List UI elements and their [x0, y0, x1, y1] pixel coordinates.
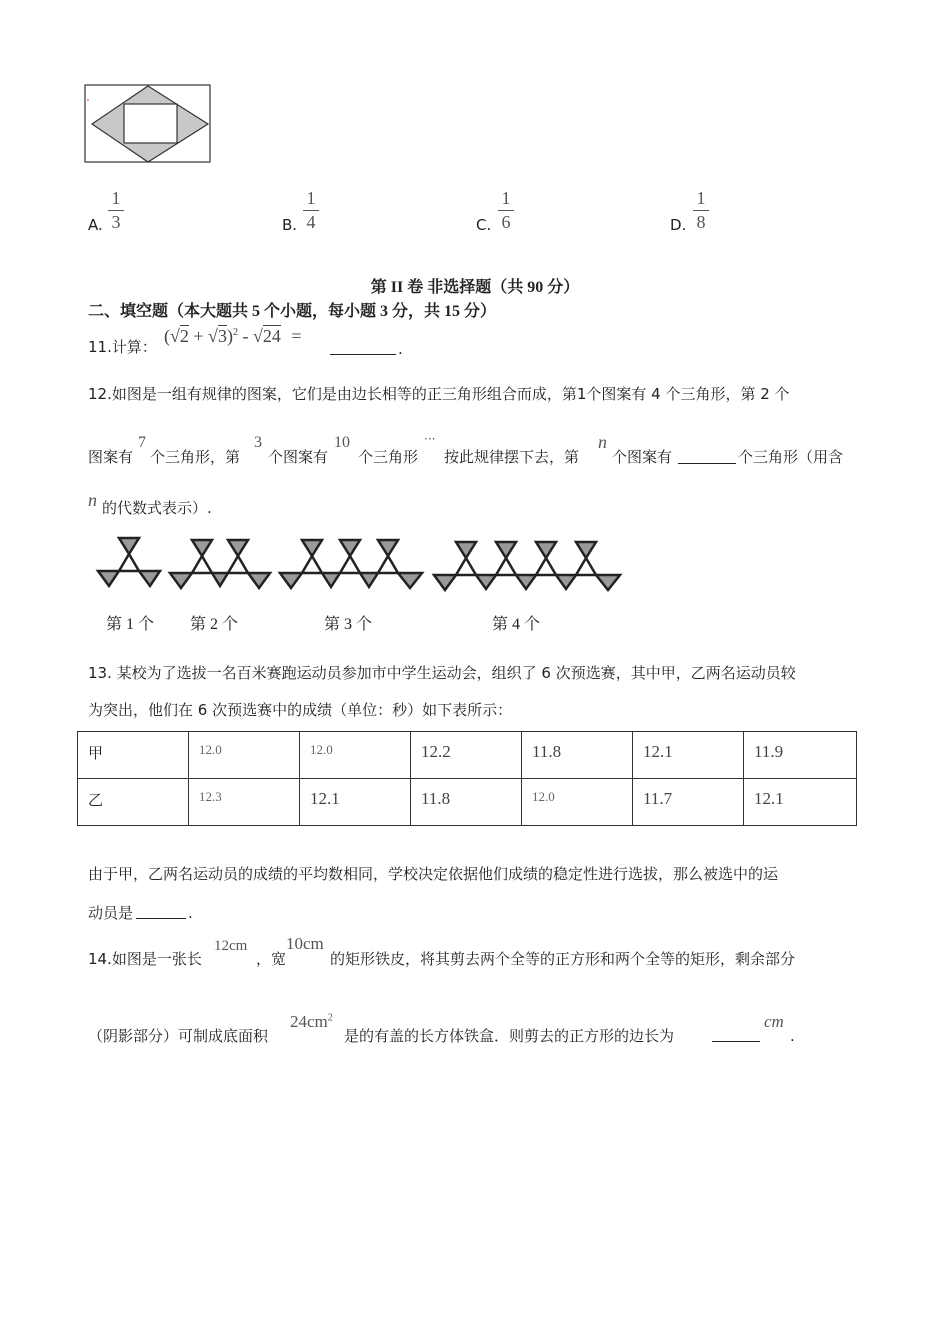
q12-line1: 12.如图是一组有规律的图案，它们是由边长相等的正三角形组合而成，第1个图案有 4 个三角形，第 2 个: [88, 385, 790, 403]
table-cell-name: 甲: [78, 732, 189, 779]
q12-dots: ···: [424, 432, 436, 446]
table-cell: 11.7: [633, 779, 744, 826]
pattern-caption-3: 第 3 个: [324, 616, 373, 633]
table-cell: 12.1: [633, 732, 744, 779]
q11-end: .: [398, 340, 403, 358]
q13-after1: 由于甲，乙两名运动员的成绩的平均数相同，学校决定依据他们成绩的稳定性进行选拔，那么被选中的运: [88, 865, 779, 883]
q13-line2: 为突出，他们在 6 次预选赛中的成绩（单位：秒）如下表所示：: [88, 701, 513, 719]
q14-line1-c: 的矩形铁皮，将其剪去两个全等的正方形和两个全等的矩形，剩余部分: [330, 950, 796, 968]
q14-unit: cm: [764, 1012, 784, 1031]
pattern-caption-2: 第 2 个: [190, 616, 239, 633]
scores-table: [77, 731, 857, 826]
q11-answer-blank[interactable]: [330, 354, 396, 355]
q14-width: 10cm: [286, 934, 324, 953]
q12-var-n: n: [598, 432, 607, 452]
q12-n2: 3: [254, 434, 262, 451]
q14-answer-blank[interactable]: [712, 1041, 760, 1042]
option-a[interactable]: A.: [88, 216, 103, 234]
table-cell: 11.8: [411, 779, 522, 826]
q12-n1: 7: [138, 434, 146, 451]
option-b[interactable]: B.: [282, 216, 298, 234]
table-cell: 12.1: [300, 779, 411, 826]
q11-expression: $(√2 + √3)^2 - √24$ =: [164, 326, 302, 346]
pattern-caption-4: 第 4 个: [492, 616, 541, 633]
q14-line1-b: ，宽: [256, 950, 287, 968]
option-d-fraction: 1 8: [693, 188, 709, 233]
table-cell: 12.0: [522, 779, 633, 826]
table-cell: 12.2: [411, 732, 522, 779]
q12-var-n2: n: [88, 490, 97, 510]
q13-line1: 13. 某校为了选拔一名百米赛跑运动员参加市中学生运动会，组织了 6 次预选赛，其中甲，乙两名运动员较: [88, 664, 796, 682]
table-cell-name: 乙: [78, 779, 189, 826]
q12-line2-f: 个图案有: [612, 448, 673, 466]
option-a-fraction: 1 3: [108, 188, 124, 233]
q12-line2-b: 个三角形，第: [150, 448, 241, 466]
section-title: 第 II 卷 非选择题（共 90 分）: [370, 279, 580, 296]
q12-answer-blank[interactable]: [678, 463, 736, 464]
q14-line2-d: （阴影部分）可制成底面积: [88, 1027, 269, 1045]
q12-n3: 10: [334, 434, 350, 451]
q14-line2-e: 是的有盖的长方体铁盒．则剪去的正方形的边长为: [344, 1027, 675, 1045]
part-heading: 二、填空题（本大题共 5 个小题，每小题 3 分，共 15 分）: [88, 303, 497, 320]
q13-after2: 动员是: [88, 904, 134, 922]
pattern-1: [98, 538, 160, 586]
q12-line2-d: 个三角形: [358, 448, 419, 466]
table-cell: 12.0: [300, 732, 411, 779]
pattern-3: [280, 540, 422, 588]
q12-pattern-figure: [92, 534, 632, 604]
pattern-caption-1: 第 1 个: [106, 616, 155, 633]
table-cell: 12.1: [744, 779, 857, 826]
q10-figure: [84, 84, 214, 166]
pattern-2: [170, 540, 270, 588]
pattern-4: [434, 542, 620, 590]
table-row-yi: [78, 779, 857, 826]
table-cell: 12.3: [189, 779, 300, 826]
q12-line2-a: 图案有: [88, 448, 134, 466]
table-cell: 12.0: [189, 732, 300, 779]
q12-line2-g: 个三角形（用含: [738, 448, 844, 466]
option-d[interactable]: D.: [670, 216, 687, 234]
option-b-fraction: 1 4: [303, 188, 319, 233]
q11-prefix: 11.计算：: [88, 338, 157, 356]
q14-area: $24cm^2$: [290, 1012, 333, 1031]
q12-line2-e: 按此规律摆下去，第: [444, 448, 580, 466]
q14-end: .: [790, 1027, 795, 1045]
q13-end: .: [188, 904, 193, 922]
q14-line1-a: 14.如图是一张长: [88, 950, 202, 968]
table-cell: 11.8: [522, 732, 633, 779]
option-c[interactable]: C.: [476, 216, 492, 234]
q12-line3: 的代数式表示）.: [102, 499, 212, 517]
q13-answer-blank[interactable]: [136, 918, 186, 919]
q12-line2-c: 个图案有: [268, 448, 329, 466]
option-c-fraction: 1 6: [498, 188, 514, 233]
table-cell: 11.9: [744, 732, 857, 779]
table-row-jia: [78, 732, 857, 779]
q14-length: 12cm: [214, 938, 248, 954]
